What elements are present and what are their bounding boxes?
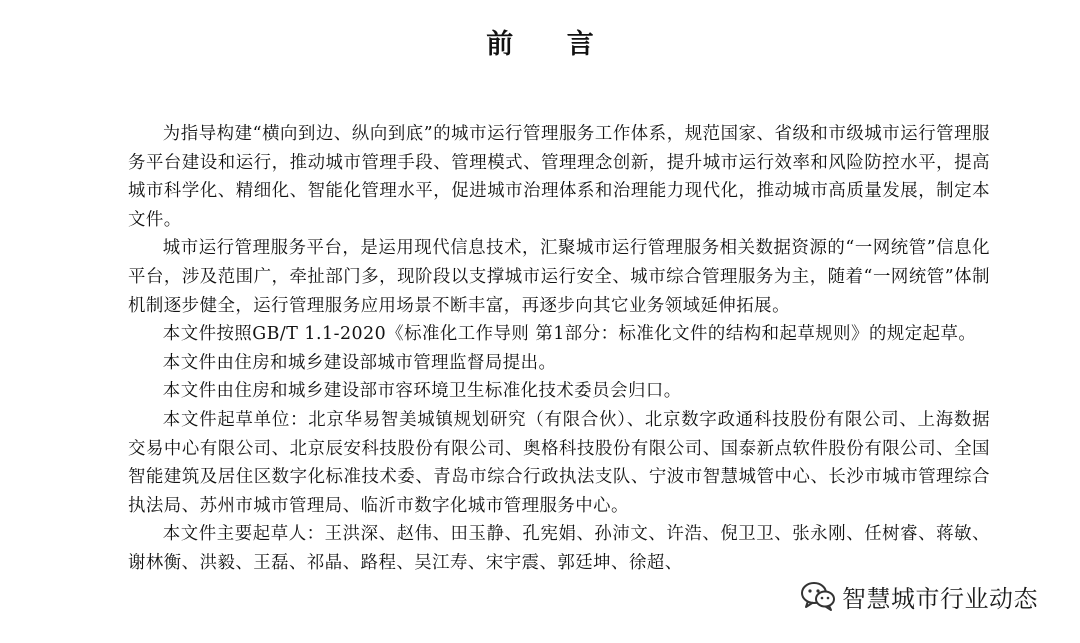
watermark-text: 智慧城市行业动态 xyxy=(842,584,1038,613)
paragraph-drafting-units: 本文件起草单位：北京华易智美城镇规划研究（有限合伙）、北京数字政通科技股份有限公司、上海数据交易中心有限公司、北京辰安科技股份有限公司、奥格科技股份有限公司、国泰新点软件股份有限公司、全国智能建筑及居住区数字化标准技术委、青岛市综合行政执法支队、宁波市智慧城管中心、长沙市城市管理综合执法局、苏州市城市管理局、临沂市数字化城市管理服务中心。 xyxy=(128,409,990,516)
paragraph-standard-basis: 本文件按照GB/T 1.1-2020《标准化工作导则 第1部分：标准化文件的结构和起草规则》的规定起草。 xyxy=(162,324,977,345)
paragraph-drafters: 本文件主要起草人：王洪深、赵伟、田玉静、孔宪娟、孙沛文、许浩、倪卫卫、张永刚、任树睿、蒋敏、谢林衡、洪毅、王磊、祁晶、路程、吴江寿、宋宇震、郭廷坤、徐超、 xyxy=(128,524,990,573)
paragraph-proposer: 本文件由住房和城乡建设部城市管理监督局提出。 xyxy=(162,352,557,373)
document-body xyxy=(128,120,990,578)
wechat-icon xyxy=(800,580,836,612)
page-title: 前 言 xyxy=(486,29,616,60)
paragraph-purpose: 为指导构建“横向到边、纵向到底”的城市运行管理服务工作体系，规范国家、省级和市级城市运行管理服务平台建设和运行，推动城市管理手段、管理模式、管理理念创新，提升城市运行效率和风险防控水平，提高城市科学化、精细化、智能化管理水平，促进城市治理体系和治理能力现代化，推动城市高质量发展，制定本文件。 xyxy=(128,124,990,230)
watermark xyxy=(800,578,1038,614)
paragraph-administrator: 本文件由住房和城乡建设部市容环境卫生标准化技术委员会归口。 xyxy=(162,381,682,402)
paragraph-platform: 城市运行管理服务平台，是运用现代信息技术，汇聚城市运行管理服务相关数据资源的“一网统管”信息化平台，涉及范围广，牵扯部门多，现阶段以支撑城市运行安全、城市综合管理服务为主，随着“一网统管”体制机制逐步健全，运行管理服务应用场景不断丰富，再逐步向其它业务领域延伸拓展。 xyxy=(128,238,990,316)
